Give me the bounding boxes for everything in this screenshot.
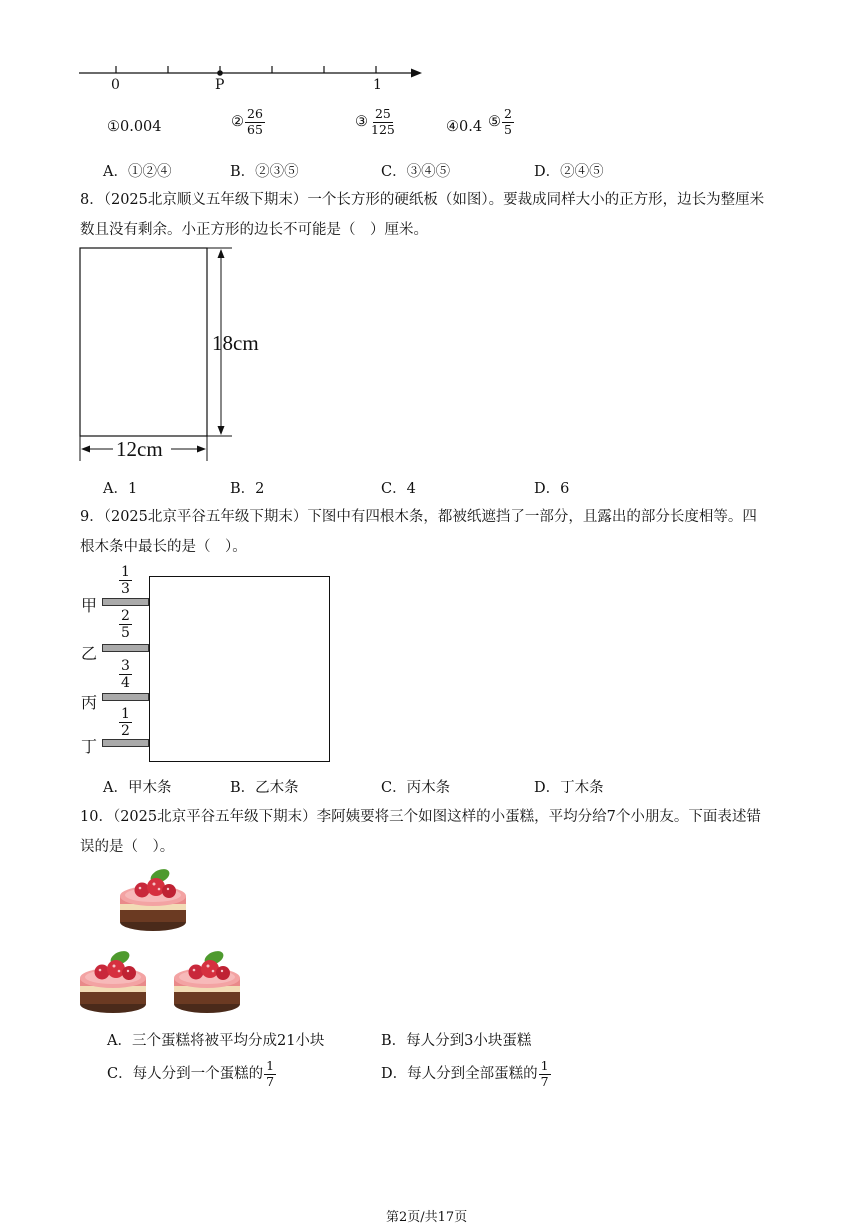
numberline-label-p: P (215, 77, 225, 93)
q8-stem-line2: 数且没有剩余。小正方形的边长不可能是（ ）厘米。 (80, 222, 428, 238)
q7-choice-c: C．③④⑤ (381, 164, 451, 180)
q7-option-2: ② $\frac{26}{65}$ (231, 106, 263, 137)
q7-choice-d: D．②④⑤ (534, 164, 604, 180)
q9-stem-line1: 9．（2025北京平谷五年级下期末）下图中有四根木条，都被纸遮挡了一部分，且露出的部分长度相等。四 (80, 509, 757, 525)
stick-fraction: $\frac{1}{3}$ (121, 564, 130, 597)
q10-option-d: D．每人分到全部蛋糕的 $\frac{1}{7}$ (381, 1058, 549, 1089)
q7-option-4: ④0.4 (446, 119, 483, 135)
q8-choice-c: C．4 (381, 481, 416, 497)
stick-name: 甲 (81, 596, 98, 615)
q9-choice-b: B．乙木条 (230, 780, 299, 796)
q8-choice-a: A．1 (103, 481, 138, 497)
q10-option-c-fraction: $\frac{1}{7}$ (266, 1058, 275, 1089)
stick-fraction: $\frac{1}{2}$ (121, 706, 130, 739)
q7-option-5-fraction: $\frac{2}{5}$ (504, 106, 512, 137)
stick-name: 乙 (81, 644, 98, 663)
stick-name: 丙 (81, 693, 98, 712)
stick-fraction: $\frac{2}{5}$ (121, 608, 130, 641)
q10-stem-line1: 10．（2025北京平谷五年级下期末）李阿姨要将三个如图这样的小蛋糕，平均分给7个小朋友。下面表述错 (80, 809, 761, 825)
q7-option-3-fraction: $\frac{25}{125}$ (371, 106, 395, 137)
q7-choice-b: B．②③⑤ (230, 164, 299, 180)
q10-option-a: A．三个蛋糕将被平均分成21小块 (107, 1033, 325, 1049)
q9-choice-d: D．丁木条 (534, 780, 604, 796)
q10-option-d-fraction: $\frac{1}{7}$ (540, 1058, 549, 1089)
q8-choice-d: D．6 (534, 481, 570, 497)
stick-name: 丁 (81, 737, 98, 756)
q7-option-3: ③ $\frac{25}{125}$ (355, 106, 395, 137)
stick-fraction: $\frac{3}{4}$ (121, 658, 130, 691)
q7-option-2-fraction: $\frac{26}{65}$ (247, 106, 263, 137)
q8-height-label: 18cm (212, 331, 259, 355)
q9-stem-line2: 根木条中最长的是（ ）。 (80, 539, 247, 555)
q10-option-b: B．每人分到3小块蛋糕 (381, 1033, 532, 1049)
numberline-label-1: 1 (373, 77, 382, 93)
q7-option-5: ⑤ $\frac{2}{5}$ (488, 106, 512, 137)
q9-choice-c: C．丙木条 (381, 780, 451, 796)
q8-choice-b: B．2 (230, 481, 265, 497)
q10-stem-line2: 误的是（ ）。 (80, 839, 175, 855)
q10-option-c: C．每人分到一个蛋糕的 $\frac{1}{7}$ (107, 1058, 275, 1089)
q8-width-label: 12cm (116, 437, 163, 461)
q7-option-1: ①0.004 (107, 119, 162, 135)
numberline-label-0: 0 (111, 77, 120, 93)
page-footer: 第2页/共17页 (386, 1210, 468, 1225)
q7-choice-a: A．①②④ (103, 164, 172, 180)
q9-choice-a: A．甲木条 (103, 780, 172, 796)
q8-stem-line1: 8．（2025北京顺义五年级下期末）一个长方形的硬纸板（如图）。要裁成同样大小的正方形，边长为整厘米 (80, 192, 765, 208)
